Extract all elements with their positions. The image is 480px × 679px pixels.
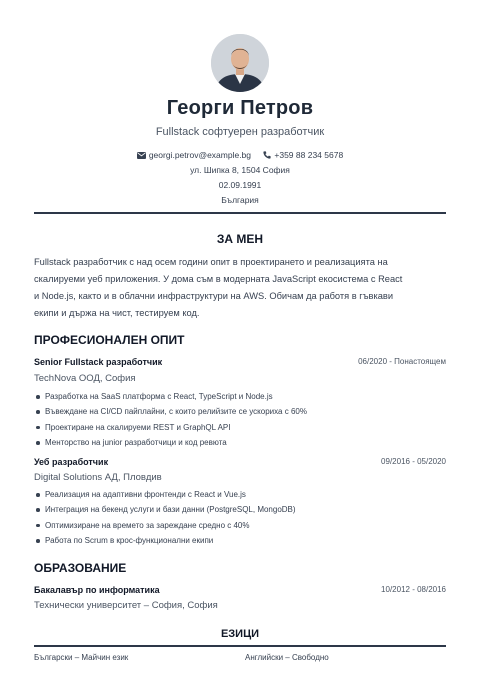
about-line: и Node.js, както и в облачни инфраструктури на AWS. Обичам да работя в гъвкави	[34, 291, 394, 301]
contact-row	[0, 150, 480, 161]
phone-text: +359 88 234 5678	[274, 150, 344, 160]
envelope-icon	[137, 151, 146, 161]
languages-divider	[34, 645, 446, 647]
job-2-bullets	[34, 487, 446, 549]
list-item: Въвеждане на CI/CD пайплайни, с които релийзите се ускориха с 60%	[34, 404, 446, 419]
job-2-title: Уеб разработчик	[34, 457, 109, 467]
job-2-date: 09/2016 - 05/2020	[381, 457, 446, 466]
education-heading: ОБРАЗОВАНИЕ	[34, 561, 127, 575]
job-1-bullets	[34, 389, 446, 451]
list-item: Работа по Scrum в крос-функционални екипи	[34, 533, 446, 548]
languages-heading: ЕЗИЦИ	[220, 628, 260, 640]
header-divider	[34, 212, 446, 214]
about-line: скалируеми уеб приложения. У дома съм в модерната JavaScript екосистема с React	[34, 274, 403, 284]
avatar	[211, 34, 269, 92]
nationality: България	[221, 195, 259, 205]
list-item: Проектиране на скалируеми REST и GraphQL API	[34, 420, 446, 435]
experience-heading: ПРОФЕСИОНАЛЕН ОПИТ	[34, 333, 185, 347]
phone-contact[interactable]	[263, 150, 343, 161]
phone-icon	[263, 151, 271, 161]
job-title: Fullstack софтуерен разработчик	[155, 126, 325, 138]
job-2-company: Digital Solutions АД, Пловдив	[34, 472, 162, 483]
language-item: Английски – Свободно	[245, 653, 329, 662]
about-line: Fullstack разработчик с над осем години опит в проектирането и реализацията на	[34, 257, 388, 267]
birthdate: 02.09.1991	[218, 180, 262, 190]
email-contact[interactable]	[137, 150, 251, 161]
about-line: екипи и държа на чист, тестируем код.	[34, 308, 200, 318]
degree: Бакалавър по информатика	[34, 585, 160, 595]
address: ул. Шипка 8, 1504 София	[190, 165, 290, 175]
language-item: Български – Майчин език	[34, 653, 129, 662]
list-item: Интеграция на бекенд услуги и бази данни (PostgreSQL, MongoDB)	[34, 502, 446, 517]
job-1-date: 06/2020 - Понастоящем	[358, 357, 446, 366]
list-item: Реализация на адаптивни фронтенди с React и Vue.js	[34, 487, 446, 502]
profile-photo	[211, 34, 269, 92]
job-1-company: TechNova ООД, София	[34, 373, 136, 384]
list-item: Оптимизиране на времето за зареждане средно с 40%	[34, 518, 446, 533]
job-1-title: Senior Fullstack разработчик	[34, 357, 163, 367]
education-date: 10/2012 - 08/2016	[381, 585, 446, 594]
email-text: georgi.petrov@example.bg	[148, 150, 252, 160]
about-text	[34, 254, 448, 322]
school: Технически университет – София, София	[34, 600, 218, 611]
list-item: Разработка на SaaS платформа с React, TypeScript и Node.js	[34, 389, 446, 404]
about-heading: ЗА МЕН	[216, 232, 264, 246]
candidate-name: Георги Петров	[166, 97, 314, 119]
list-item: Менторство на junior разработчици и код ревюта	[34, 435, 446, 450]
